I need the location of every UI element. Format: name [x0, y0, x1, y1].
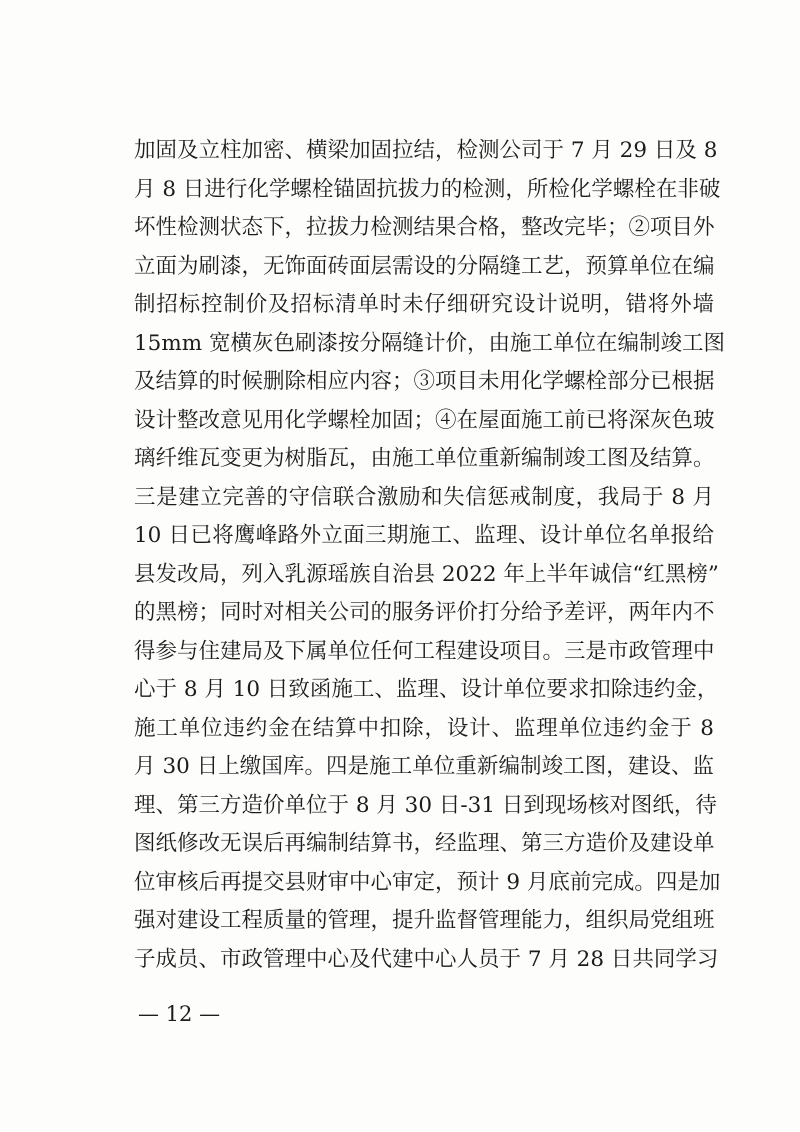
text-line: 坏性检测状态下，拉拔力检测结果合格，整改完毕；②项目外 — [134, 215, 715, 240]
text-line: 制招标控制价及招标清单时未仔细研究设计说明，错将外墙 — [134, 292, 714, 317]
text-line: 10 日已将鹰峰路外立面三期施工、监理、设计单位名单报给 — [134, 523, 714, 548]
text-line: 月 8 日进行化学螺栓锚固抗拔力的检测，所检化学螺栓在非破 — [134, 176, 721, 202]
page-number: — 12 — — [138, 1002, 221, 1026]
text-line: 三是建立完善的守信联合激励和失信惩戒制度，我局于 8 月 — [134, 484, 714, 510]
text-line: 月 30 日上缴国库。四是施工单位重新编制竣工图，建设、监 — [134, 754, 714, 779]
text-line: 强对建设工程质量的管理，提升监督管理能力，组织局党组班 — [134, 908, 715, 933]
text-line: 加固及立柱加密、横梁加固拉结，检测公司于 7 月 29 日及 8 — [134, 138, 718, 163]
text-line: 图纸修改无误后再编制结算书，经监理、第三方造价及建设单 — [134, 831, 715, 856]
text-line: 设计整改意见用化学螺栓加固；④在屋面施工前已将深灰色玻 — [134, 407, 715, 433]
text-line: 得参与住建局及下属单位任何工程建设项目。三是市政管理中 — [134, 638, 715, 664]
text-line: 子成员、市政管理中心及代建中心人员于 7 月 28 日共同学习 — [134, 946, 719, 972]
text-line: 县发改局，列入乳源瑶族自治县 2022 年上半年诚信“红黑榜” — [134, 561, 719, 587]
text-line: 的黑榜；同时对相关公司的服务评价打分给予差评，两年内不 — [134, 600, 715, 625]
text-line: 施工单位违约金在结算中扣除，设计、监理单位违约金于 8 — [134, 715, 714, 741]
text-line: 15mm 宽横灰色刷漆按分隔缝计价，由施工单位在编制竣工图 — [134, 330, 725, 356]
text-line: 位审核后再提交县财审中心审定，预计 9 月底前完成。四是加 — [134, 869, 721, 895]
text-line: 心于 8 月 10 日致函施工、监理、设计单位要求扣除违约金， — [134, 677, 719, 702]
body-text — [134, 132, 725, 979]
text-line: 及结算的时候删除相应内容；③项目未用化学螺栓部分已根据 — [134, 369, 715, 394]
text-line: 璃纤维瓦变更为树脂瓦，由施工单位重新编制竣工图及结算。 — [134, 446, 715, 471]
text-line: 立面为刷漆，无饰面砖面层需设的分隔缝工艺，预算单位在编 — [134, 253, 715, 279]
text-line: 理、第三方造价单位于 8 月 30 日-31 日到现场核对图纸，待 — [134, 792, 717, 818]
